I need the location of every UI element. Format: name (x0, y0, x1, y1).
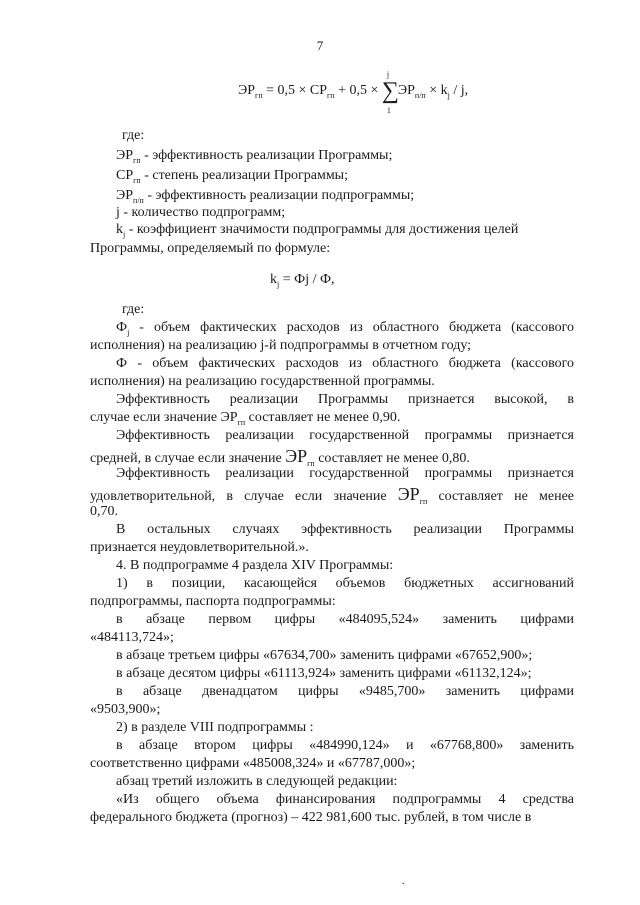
paragraph-line: Эффективность реализации Программы признается высокой, в (116, 392, 574, 407)
paragraph-line: в абзаце двенадцатом цифры «9485,700» заменить цифрами (116, 684, 574, 699)
formula-efficiency: $ЭР_{гп} = 0,5 \times СР_{гп} + 0,5$ × j ∑ 1 $ЭР_{п/п} \times k_j / j$, (238, 70, 469, 115)
paragraph-line: в абзаце первом цифры «484095,524» заменить цифрами (116, 612, 574, 627)
paragraph-line: «Из общего объема финансирования подпрограммы 4 средства (116, 792, 574, 807)
paragraph-line: Ф - объем фактических расходов из областного бюджета (кассового (116, 356, 574, 371)
paragraph-line: 0,70. (90, 504, 118, 519)
paragraph-line: 4. В подпрограмме 4 раздела XIV Программы: (116, 558, 394, 573)
definition-line: $ЭР_{п/п}$ - эффективность реализации подпрограммы; (116, 188, 415, 205)
paragraph-line: соответственно цифрами «485008,324» и «67787,000»; (90, 756, 416, 771)
page-number: 7 (316, 38, 324, 53)
formula-coefficient: $k_j$ = Фj / Ф, (270, 272, 335, 289)
paragraph-line: в абзаце десятом цифры «61113,924» заменить цифрами «61132,124»; (116, 666, 532, 681)
definition-line: $k_j$ - коэффициент значимости подпрограммы для достижения целей (116, 222, 519, 239)
where-label: где: (122, 302, 145, 317)
definition-line: $ЭР_{гп}$ - эффективность реализации Программы; (116, 148, 393, 165)
paragraph-line: абзац третий изложить в следующей редакции: (116, 774, 398, 789)
paragraph-line: в абзаце третьем цифры «67634,700» заменить цифрами «67652,900»; (116, 648, 533, 663)
sum-symbol: j ∑ 1 (381, 70, 399, 115)
paragraph-line: исполнения) на реализацию государственной программы. (90, 374, 435, 389)
paragraph-line: 2) в разделе VIII подпрограммы : (116, 720, 314, 735)
footer-mark: . (402, 876, 405, 887)
paragraph-line: «484113,724»; (90, 630, 174, 645)
paragraph-line: исполнения) на реализацию j-й подпрограммы в отчетном году; (90, 338, 472, 353)
paragraph-line: в абзаце втором цифры «484990,124» и «67768,800» заменить (116, 738, 574, 753)
paragraph-line: признается неудовлетворительной.». (90, 540, 309, 555)
paragraph-line: Эффективность реализации государственной программы признается (116, 428, 574, 443)
paragraph-line: удовлетворительной, в случае если значение $ЭР_{гп}$ составляет не менее (90, 484, 574, 506)
paragraph-line: средней, в случае если значение $ЭР_{гп}$ составляет не менее 0,80. (90, 446, 470, 468)
paragraph-line: случае если значение $ЭР_{гп}$ составляет не менее 0,90. (90, 410, 401, 427)
paragraph-line: В остальных случаях эффективность реализации Программы (116, 522, 574, 537)
paragraph-line: федерального бюджета (прогноз) – 422 981,600 тыс. рублей, в том числе в (90, 810, 532, 825)
definition-line: Программы, определяемый по формуле: (90, 241, 331, 256)
definition-line: j - количество подпрограмм; (116, 205, 286, 220)
definition-line: $СР_{гп}$ - степень реализации Программы; (116, 168, 348, 185)
paragraph-line: 1) в позиции, касающейся объемов бюджетных ассигнований (116, 576, 574, 591)
paragraph-line: «9503,900»; (90, 702, 161, 717)
where-label: где: (122, 128, 145, 143)
paragraph-line: подпрограммы, паспорта подпрограммы: (90, 594, 336, 609)
paragraph-line: $Ф_j$ - объем фактических расходов из областного бюджета (кассового (116, 320, 574, 337)
paragraph-line: Эффективность реализации государственной программы признается (116, 466, 574, 481)
